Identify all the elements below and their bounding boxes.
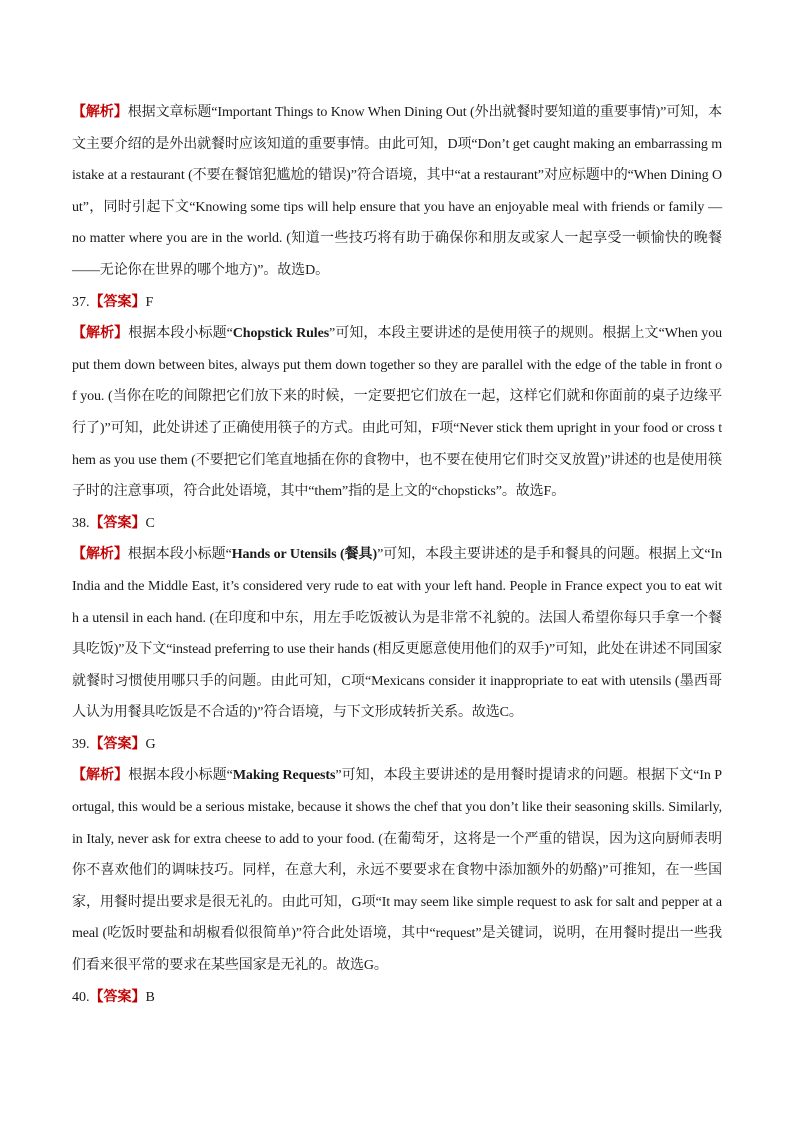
q40-answer-line bbox=[72, 982, 722, 1014]
q39-analysis-post: ”可知，本段主要讲述的是用餐时提请求的问题。根据下文“In Portugal, this would be a serious mistake, because it shows the chef that you don’t like their seasoning skills. Similarly, in Italy, never ask for extra cheese to add to your food. (在葡萄牙，这将是一个严重的错误，因为这向厨师表明你不喜欢他们的调味技巧。同样，在意大利，永远不要要求在食物中添加额外的奶酪)”可推知，在一些国家，用餐时提出要求是很无礼的。由此可知，G项“It may seem like simple request to ask for salt and pepper at a meal (吃饭时要盐和胡椒看似很简单)”符合此处语境，其中“request”是关键词，说明，在用餐时提出一些我们看来很平常的要求在某些国家是无礼的。故选G。 bbox=[72, 768, 722, 974]
answer-tag: 【答案】 bbox=[89, 989, 146, 1005]
q37-analysis-post: ”可知，本段主要讲述的是使用筷子的规则。根据上文“When you put them down between bites, always put them down together so they are parallel with the edge of the table in front of you. (当你在吃的间隙把它们放下来的时候，一定要把它们放在一起，这样它们就和你面前的桌子边缘平行了)”可知，此处讲述了正确使用筷子的方式。由此可知，F项“Never stick them upright in your food or cross them as you use them (不要把它们笔直地插在你的食物中，也不要在使用它们时交叉放置)”讲述的也是使用筷子时的注意事项，符合此处语境，其中“them”指的是上文的“chopsticks”。故选F。 bbox=[72, 326, 722, 500]
answer-tag: 【答案】 bbox=[89, 515, 146, 531]
q39-analysis bbox=[72, 760, 722, 981]
q38-paragraph-title: Hands or Utensils (餐具) bbox=[231, 547, 378, 563]
q37-analysis-pre: 根据本段小标题“ bbox=[128, 326, 233, 342]
analysis-tag: 【解析】 bbox=[72, 547, 128, 563]
answer-tag: 【答案】 bbox=[89, 294, 146, 310]
analysis-tag: 【解析】 bbox=[72, 105, 128, 120]
answer-tag: 【答案】 bbox=[89, 736, 146, 752]
q36-analysis bbox=[72, 97, 722, 287]
q39-number: 39. bbox=[72, 736, 90, 752]
q38-answer: C bbox=[145, 515, 155, 531]
q37-analysis bbox=[72, 318, 722, 508]
q37-answer: F bbox=[145, 294, 154, 310]
q38-analysis-pre: 根据本段小标题“ bbox=[127, 547, 232, 563]
q38-number: 38. bbox=[72, 515, 90, 531]
analysis-tag: 【解析】 bbox=[72, 768, 129, 784]
document-page bbox=[72, 97, 722, 1013]
q39-analysis-pre: 根据本段小标题“ bbox=[128, 768, 233, 784]
q40-number: 40. bbox=[72, 989, 90, 1005]
q39-paragraph-title: Making Requests bbox=[232, 768, 336, 784]
q38-analysis bbox=[72, 539, 722, 729]
q39-answer-line bbox=[72, 729, 722, 761]
analysis-tag: 【解析】 bbox=[72, 326, 129, 342]
q37-answer-line bbox=[72, 287, 722, 319]
q40-answer: B bbox=[145, 989, 155, 1005]
q37-paragraph-title: Chopstick Rules bbox=[232, 326, 330, 342]
q36-analysis-text: 根据文章标题“Important Things to Know When Dining Out (外出就餐时要知道的重要事情)”可知，本文主要介绍的是外出就餐时应该知道的重要事情。由此可知，D项“Don’t get caught making an embarrassing mistake at a restaurant (不要在餐馆犯尴尬的错误)”符合语境，其中“at a restaurant”对应标题中的“When Dining Out”，同时引起下文“Knowing some tips will help ensure that you have an enjoyable meal with friends or family — no matter where you are in the world. (知道一些技巧将有助于确保你和朋友或家人一起享受一顿愉快的晚餐——无论你在世界的哪个地方)”。故选D。 bbox=[72, 105, 722, 278]
q38-analysis-post: ”可知，本段主要讲述的是手和餐具的问题。根据上文“In India and the Middle East, it’s considered very rude to eat with your left hand. People in France expect you to eat with a utensil in each hand. (在印度和中东，用左手吃饭被认为是非常不礼貌的。法国人希望你每只手拿一个餐具吃饭)”及下文“instead preferring to use their hands (相反更愿意使用他们的双手)”可知，此处在讲述不同国家就餐时习惯使用哪只手的问题。由此可知，C项“Mexicans consider it inappropriate to eat with utensils (墨西哥人认为用餐具吃饭是不合适的)”符合语境，与下文形成转折关系。故选C。 bbox=[72, 547, 722, 721]
q38-answer-line bbox=[72, 508, 722, 540]
q39-answer: G bbox=[145, 736, 156, 752]
q37-number: 37. bbox=[72, 294, 90, 310]
